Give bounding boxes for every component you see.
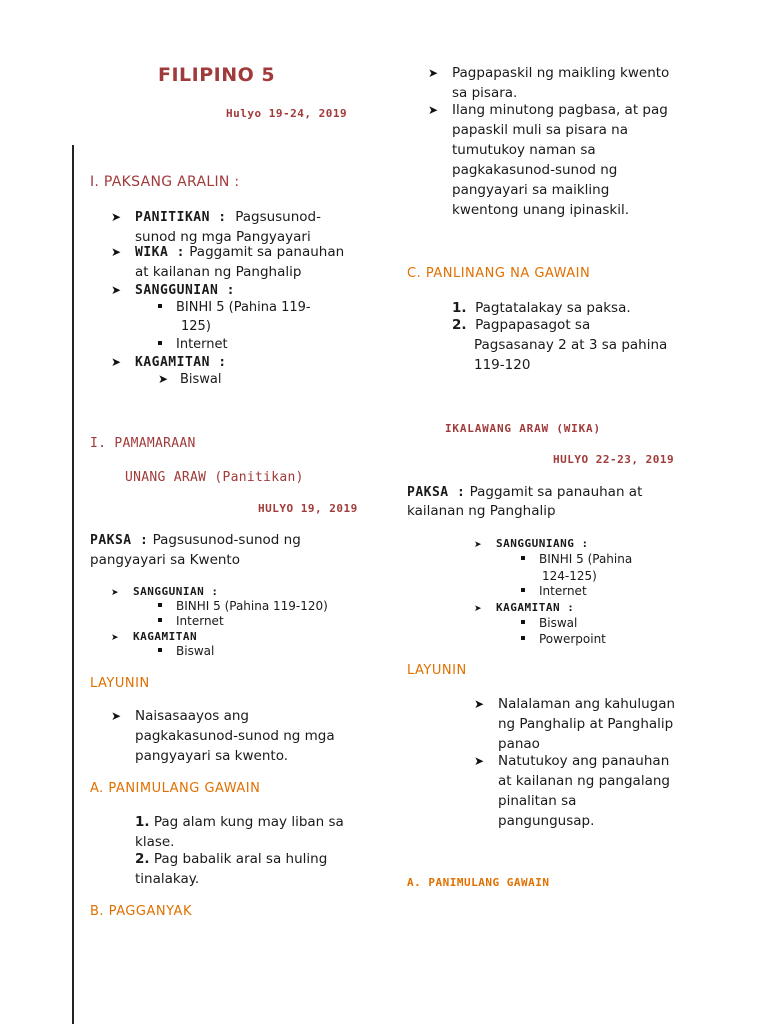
kagamitan2-biswal: Biswal (158, 643, 214, 659)
sanggunian-item: ➤ SANGGUNIAN : (111, 280, 235, 301)
arrowhead-bullet-icon: ➤ (428, 66, 439, 80)
paksa2-line: PAKSA : Paggamit sa panauhan at (407, 484, 643, 500)
layunin2-item-2-line2: at kailanan ng pangalang (498, 773, 670, 789)
layunin2-heading: LAYUNIN (407, 663, 467, 678)
arrowhead-bullet-icon: ➤ (474, 697, 485, 711)
arrowhead-bullet-icon: ➤ (474, 604, 482, 614)
pagbasa-line6: kwentong unang ipinaskil. (452, 202, 630, 218)
sangguniang-item: ➤ SANGGUNIANG : (474, 535, 589, 553)
panlinang-item-2-line2: Pagsasanay 2 at 3 sa pahina (474, 337, 668, 353)
layunin2-item-2: ➤ Natutukoy ang panauhan (474, 753, 670, 769)
arrowhead-bullet-icon: ➤ (428, 103, 439, 117)
pagbasa-line4: pagkakasunod-sunod ng (452, 162, 618, 178)
wika-item: ➤ WIKA : Paggamit sa panauhan (111, 244, 345, 260)
square-bullet-icon (521, 620, 525, 624)
pagganyak-heading: B. PAGGANYAK (90, 904, 192, 919)
pagpapaskil-line2: sa pisara. (452, 85, 518, 101)
panlinang-heading: C. PANLINANG NA GAWAIN (407, 266, 591, 281)
arrowhead-bullet-icon: ➤ (474, 754, 485, 768)
kagamitan3-biswal: Biswal (521, 615, 577, 631)
sanggunian-binhi-line2: 125) (181, 319, 211, 334)
square-bullet-icon (158, 304, 162, 308)
paksang-aralin-heading: I. PAKSANG ARALIN : (90, 174, 240, 190)
date-hulyo-22-23: HULYO 22-23, 2019 (553, 453, 675, 466)
layunin-line3: pangyayari sa kwento. (135, 748, 289, 764)
sangguniang-binhi: BINHI 5 (Pahina (521, 551, 632, 567)
arrowhead-bullet-icon: ➤ (474, 540, 482, 550)
panimula-item-2-line2: tinalakay. (135, 871, 200, 887)
pagbasa-line2: papaskil muli sa pisara na (452, 122, 628, 138)
page-title: FILIPINO 5 (158, 64, 276, 86)
arrowhead-bullet-icon: ➤ (158, 372, 169, 386)
paksa-line2: pangyayari sa Kwento (90, 552, 240, 568)
pagpapaskil-item: ➤ Pagpapaskil ng maikling kwento (428, 65, 670, 81)
square-bullet-icon (158, 648, 162, 652)
kagamitan2-item: ➤ KAGAMITAN (111, 628, 197, 646)
kagamitan3-powerpoint: Powerpoint (521, 631, 606, 647)
square-bullet-icon (158, 618, 162, 622)
panlinang-item-2: 2. Pagpapasagot sa (452, 317, 591, 333)
panimula-item-2: 2. Pag babalik aral sa huling (135, 851, 328, 867)
sanggunian2-binhi: BINHI 5 (Pahina 119-120) (158, 598, 328, 614)
date-hulyo-19: HULYO 19, 2019 (258, 502, 358, 515)
panitikan-line2: sunod ng mga Pangyayari (135, 229, 311, 245)
square-bullet-icon (158, 341, 162, 345)
arrowhead-bullet-icon: ➤ (111, 588, 119, 598)
pagbasa-item: ➤ Ilang minutong pagbasa, at pag (428, 102, 668, 118)
wika-line2: at kailanan ng Panghalip (135, 264, 302, 280)
panimulang-gawain2-heading: A. PANIMULANG GAWAIN (407, 876, 550, 889)
arrowhead-bullet-icon: ➤ (111, 283, 122, 297)
square-bullet-icon (521, 556, 525, 560)
unang-araw-heading: UNANG ARAW (Panitikan) (125, 470, 304, 485)
layunin2-item-2-line4: pangungusap. (498, 813, 595, 829)
arrowhead-bullet-icon: ➤ (111, 709, 122, 723)
arrowhead-bullet-icon: ➤ (111, 210, 122, 224)
paksa2-line2: kailanan ng Panghalip (407, 503, 556, 519)
arrowhead-bullet-icon: ➤ (111, 245, 122, 259)
sanggunian2-item: ➤ SANGGUNIAN : (111, 583, 218, 601)
panimula-item-1-line2: klase. (135, 834, 175, 850)
layunin2-item-1-line3: panao (498, 736, 540, 752)
panimulang-gawain-heading: A. PANIMULANG GAWAIN (90, 781, 261, 796)
layunin2-item-2-line3: pinalitan sa (498, 793, 577, 809)
layunin-heading: LAYUNIN (90, 676, 150, 691)
kagamitan3-item: ➤ KAGAMITAN : (474, 599, 574, 617)
sanggunian2-internet: Internet (158, 613, 224, 629)
layunin2-item-1: ➤ Nalalaman ang kahulugan (474, 696, 676, 712)
ikalawang-araw-heading: IKALAWANG ARAW (WIKA) (445, 422, 601, 435)
layunin-item: ➤ Naisasaayos ang (111, 708, 249, 724)
pamamaraan-heading: I. PAMAMARAAN (90, 436, 196, 451)
square-bullet-icon (521, 636, 525, 640)
layunin2-item-1-line2: ng Panghalip at Panghalip (498, 716, 674, 732)
layunin-line2: pagkakasunod-sunod ng mga (135, 728, 335, 744)
page-margin-line (72, 145, 74, 1024)
arrowhead-bullet-icon: ➤ (111, 633, 119, 643)
square-bullet-icon (158, 603, 162, 607)
panlinang-item-2-line3: 119-120 (474, 357, 531, 373)
pagbasa-line5: pangyayari sa maikling (452, 182, 610, 198)
pagbasa-line3: tumutukoy naman sa (452, 142, 596, 158)
sanggunian-binhi: BINHI 5 (Pahina 119- (158, 298, 311, 318)
kagamitan-biswal: ➤ Biswal (158, 369, 222, 390)
sangguniang-binhi-line2: 124-125) (542, 569, 597, 583)
panlinang-item-1: 1. Pagtatalakay sa paksa. (452, 300, 631, 316)
main-date: Hulyo 19-24, 2019 (226, 107, 348, 120)
panimula-item-1: 1. Pag alam kung may liban sa (135, 814, 344, 830)
paksa-line: PAKSA : Pagsusunod-sunod ng (90, 532, 301, 548)
square-bullet-icon (521, 588, 525, 592)
sangguniang-internet: Internet (521, 583, 587, 599)
kagamitan-item: ➤ KAGAMITAN : (111, 352, 227, 373)
arrowhead-bullet-icon: ➤ (111, 355, 122, 369)
panitikan-item: ➤ PANITIKAN : Pagsusunod- (111, 209, 321, 225)
sanggunian-internet: Internet (158, 335, 228, 355)
